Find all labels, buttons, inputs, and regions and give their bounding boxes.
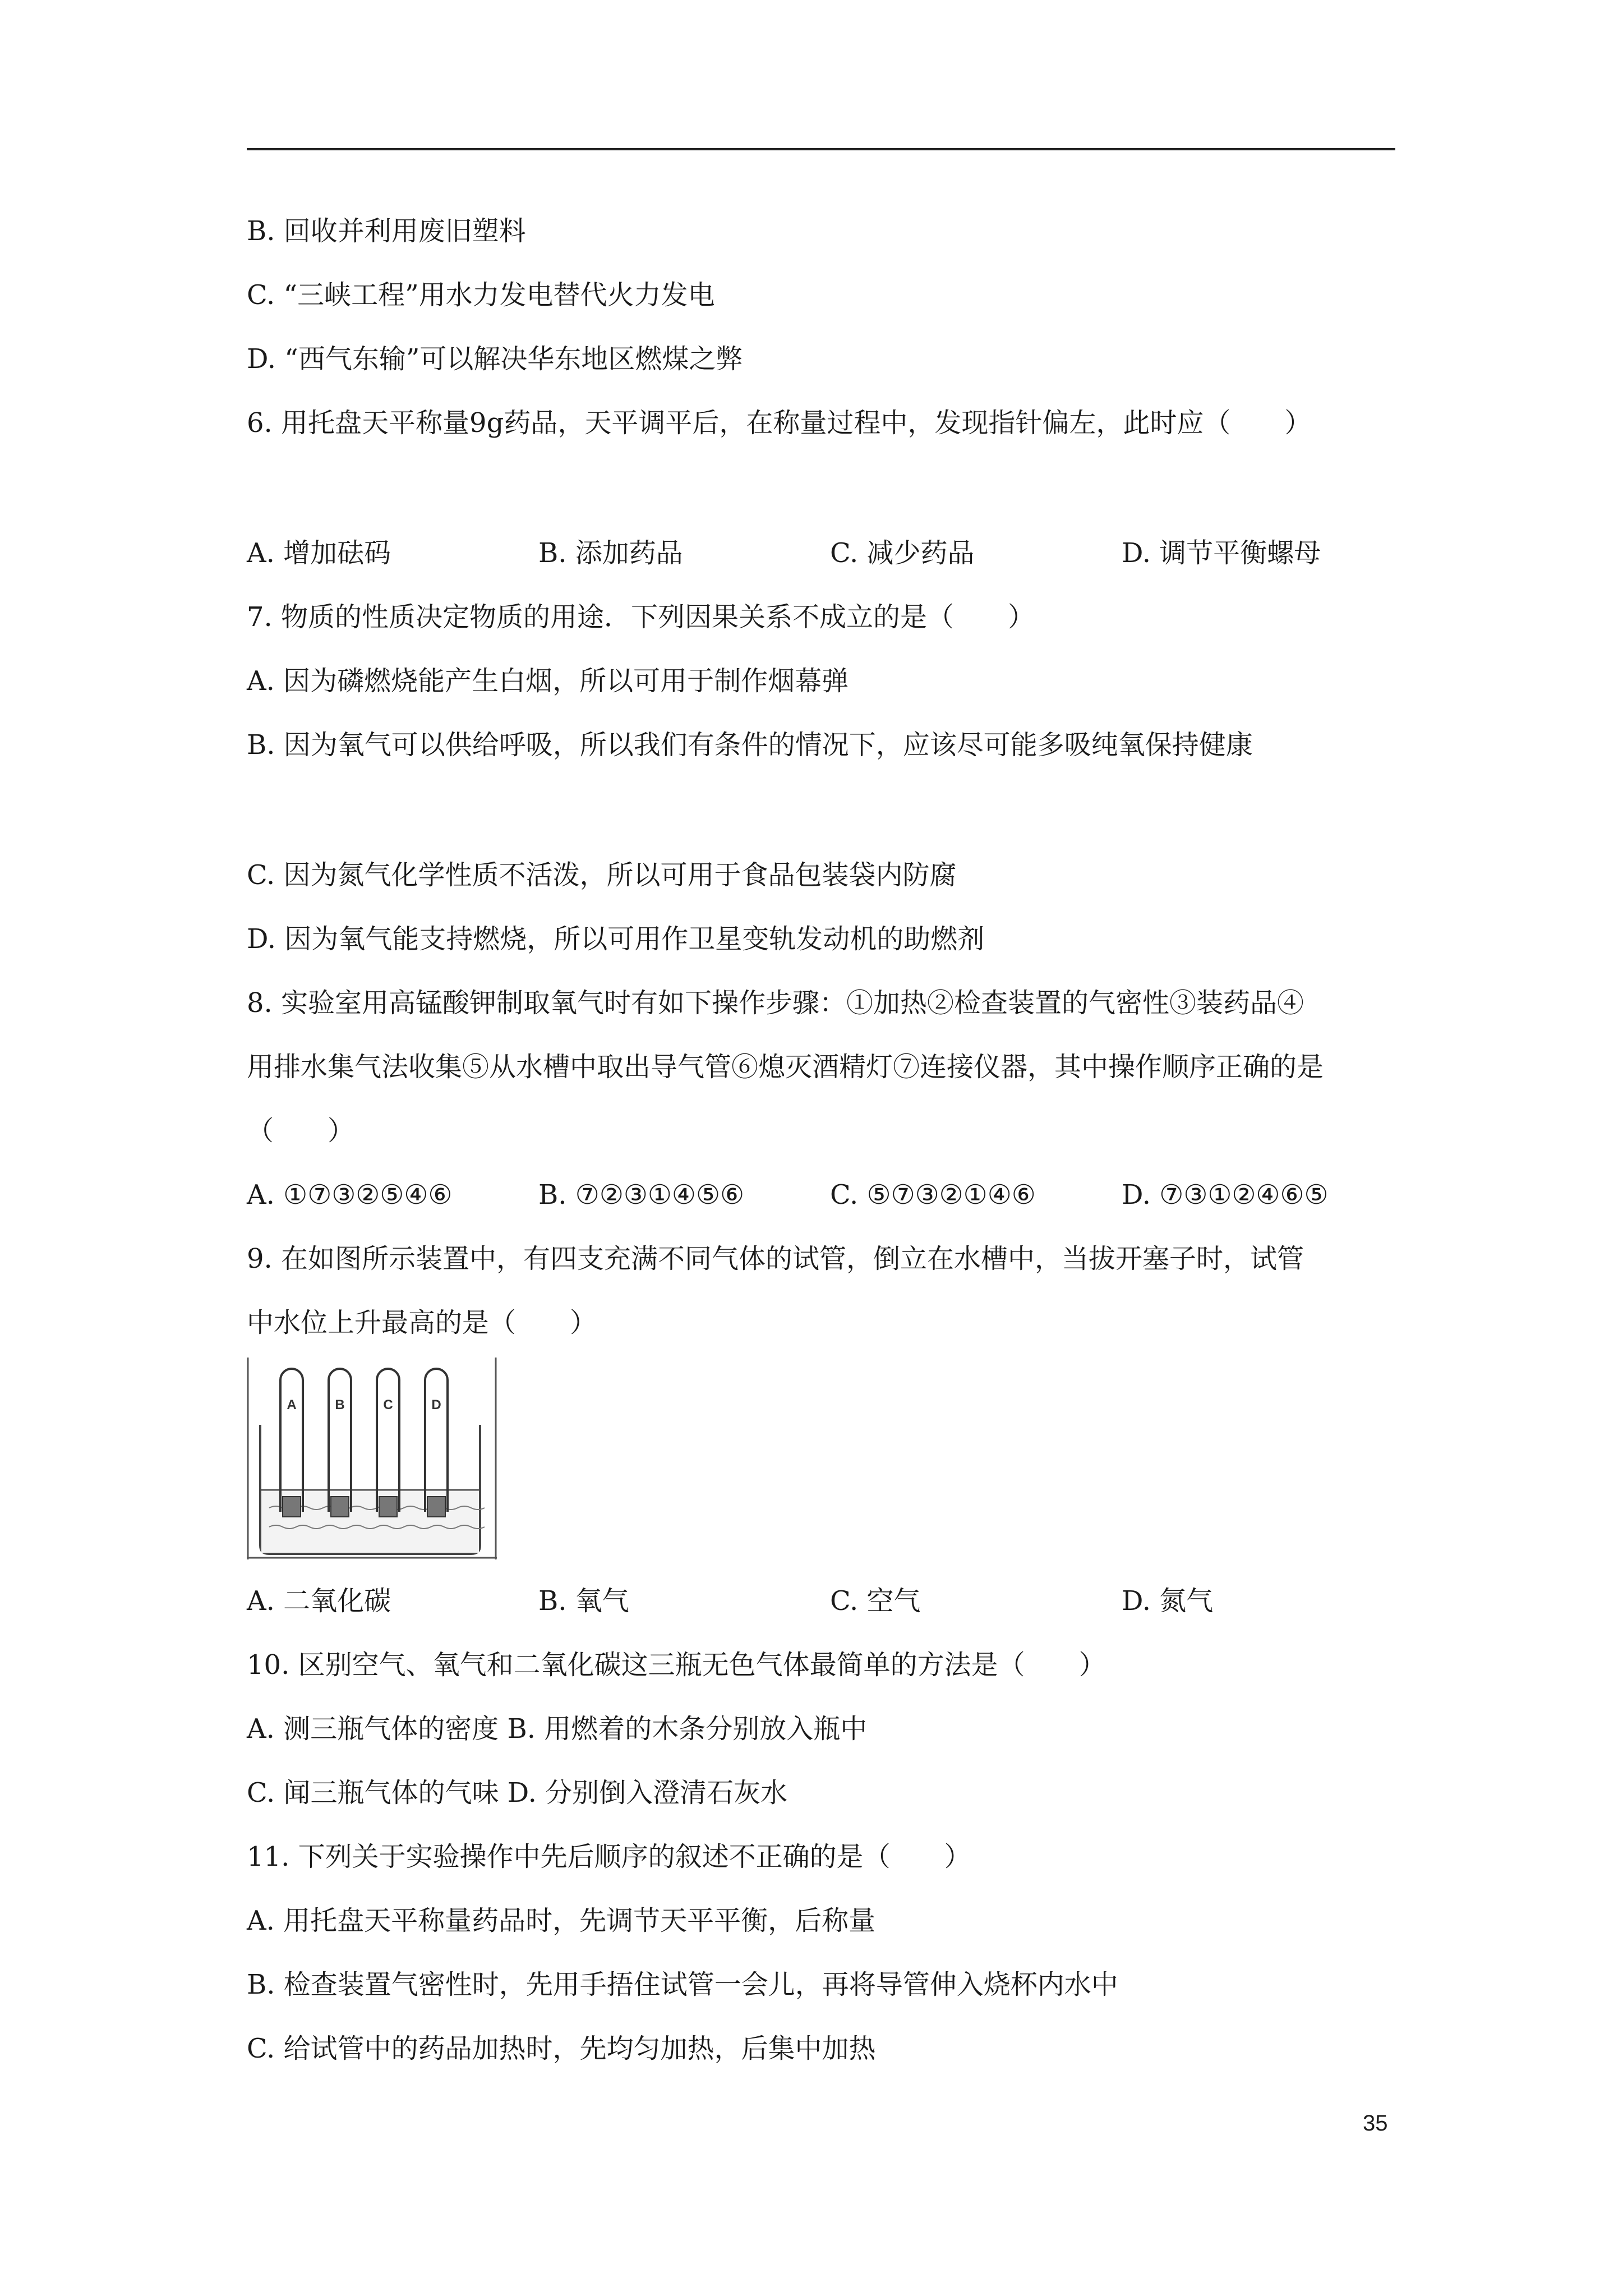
q5-option-d: D. “西气东输”可以解决华东地区燃煤之弊 [247, 343, 743, 375]
q6-stem: 6. 用托盘天平称量9g药品，天平调平后，在称量过程中，发现指针偏左，此时应（ ） [247, 407, 1312, 439]
stopper-b [331, 1497, 349, 1517]
q10-stem: 10. 区别空气、氧气和二氧化碳这三瓶无色气体最简单的方法是（ ） [247, 1649, 1106, 1681]
q8-stem-line2: 用排水集气法收集⑤从水槽中取出导气管⑥熄灭酒精灯⑦连接仪器，其中操作顺序正确的是 [247, 1051, 1324, 1083]
test-tube-apparatus-figure [247, 1358, 505, 1559]
stopper-a [283, 1497, 301, 1517]
header-rule [247, 148, 1395, 150]
q10-options-ab: A. 测三瓶气体的密度 B. 用燃着的木条分别放入瓶中 [247, 1713, 868, 1745]
tube-label-c: C [383, 1397, 393, 1412]
q7-stem: 7. 物质的性质决定物质的用途．下列因果关系不成立的是（ ） [247, 601, 1035, 633]
q6-option-d: D. 调节平衡螺母 [1122, 537, 1321, 569]
q8-stem-line3: （ ） [247, 1115, 355, 1147]
q8-option-b: B. ⑦②③①④⑤⑥ [538, 1179, 745, 1211]
q7-option-d: D. 因为氧气能支持燃烧，所以可用作卫星变轨发动机的助燃剂 [247, 923, 985, 955]
q7-option-b: B. 因为氧气可以供给呼吸，所以我们有条件的情况下，应该尽可能多吸纯氧保持健康 [247, 729, 1253, 761]
q11-option-c: C. 给试管中的药品加热时，先均匀加热，后集中加热 [247, 2033, 876, 2064]
q8-option-d: D. ⑦③①②④⑥⑤ [1122, 1179, 1329, 1211]
q11-option-b: B. 检查装置气密性时，先用手捂住试管一会儿，再将导管伸入烧杯内水中 [247, 1969, 1118, 2000]
q11-stem: 11. 下列关于实验操作中先后顺序的叙述不正确的是（ ） [247, 1841, 971, 1872]
q8-option-a: A. ①⑦③②⑤④⑥ [247, 1179, 453, 1211]
tube-label-a: A [287, 1397, 297, 1412]
q7-option-c: C. 因为氮气化学性质不活泼，所以可用于食品包装袋内防腐 [247, 859, 957, 891]
tube-label-b: B [335, 1397, 345, 1412]
page-number: 35 [1363, 2111, 1388, 2136]
q5-option-b: B. 回收并利用废旧塑料 [247, 215, 526, 247]
q9-stem-line2: 中水位上升最高的是（ ） [247, 1307, 597, 1338]
q9-option-a: A. 二氧化碳 [247, 1585, 391, 1617]
q10-options-cd: C. 闻三瓶气体的气味 D. 分别倒入澄清石灰水 [247, 1777, 788, 1809]
stopper-d [427, 1497, 445, 1517]
q9-option-d: D. 氮气 [1122, 1585, 1214, 1617]
q9-option-c: C. 空气 [830, 1585, 921, 1617]
q8-stem-line1: 8. 实验室用高锰酸钾制取氧气时有如下操作步骤：①加热②检查装置的气密性③装药品④ [247, 987, 1304, 1019]
q7-option-a: A. 因为磷燃烧能产生白烟，所以可用于制作烟幕弹 [247, 665, 849, 697]
q9-option-b: B. 氧气 [538, 1585, 629, 1617]
q9-stem-line1: 9. 在如图所示装置中，有四支充满不同气体的试管，倒立在水槽中，当拔开塞子时，试管 [247, 1243, 1304, 1274]
q11-option-a: A. 用托盘天平称量药品时，先调节天平平衡，后称量 [247, 1905, 876, 1936]
q6-option-a: A. 增加砝码 [247, 537, 391, 569]
q5-option-c: C. “三峡工程”用水力发电替代火力发电 [247, 279, 715, 311]
stopper-c [379, 1497, 397, 1517]
q6-option-b: B. 添加药品 [538, 537, 683, 569]
tube-label-d: D [431, 1397, 441, 1412]
q6-option-c: C. 减少药品 [830, 537, 975, 569]
q8-option-c: C. ⑤⑦③②①④⑥ [830, 1179, 1036, 1211]
